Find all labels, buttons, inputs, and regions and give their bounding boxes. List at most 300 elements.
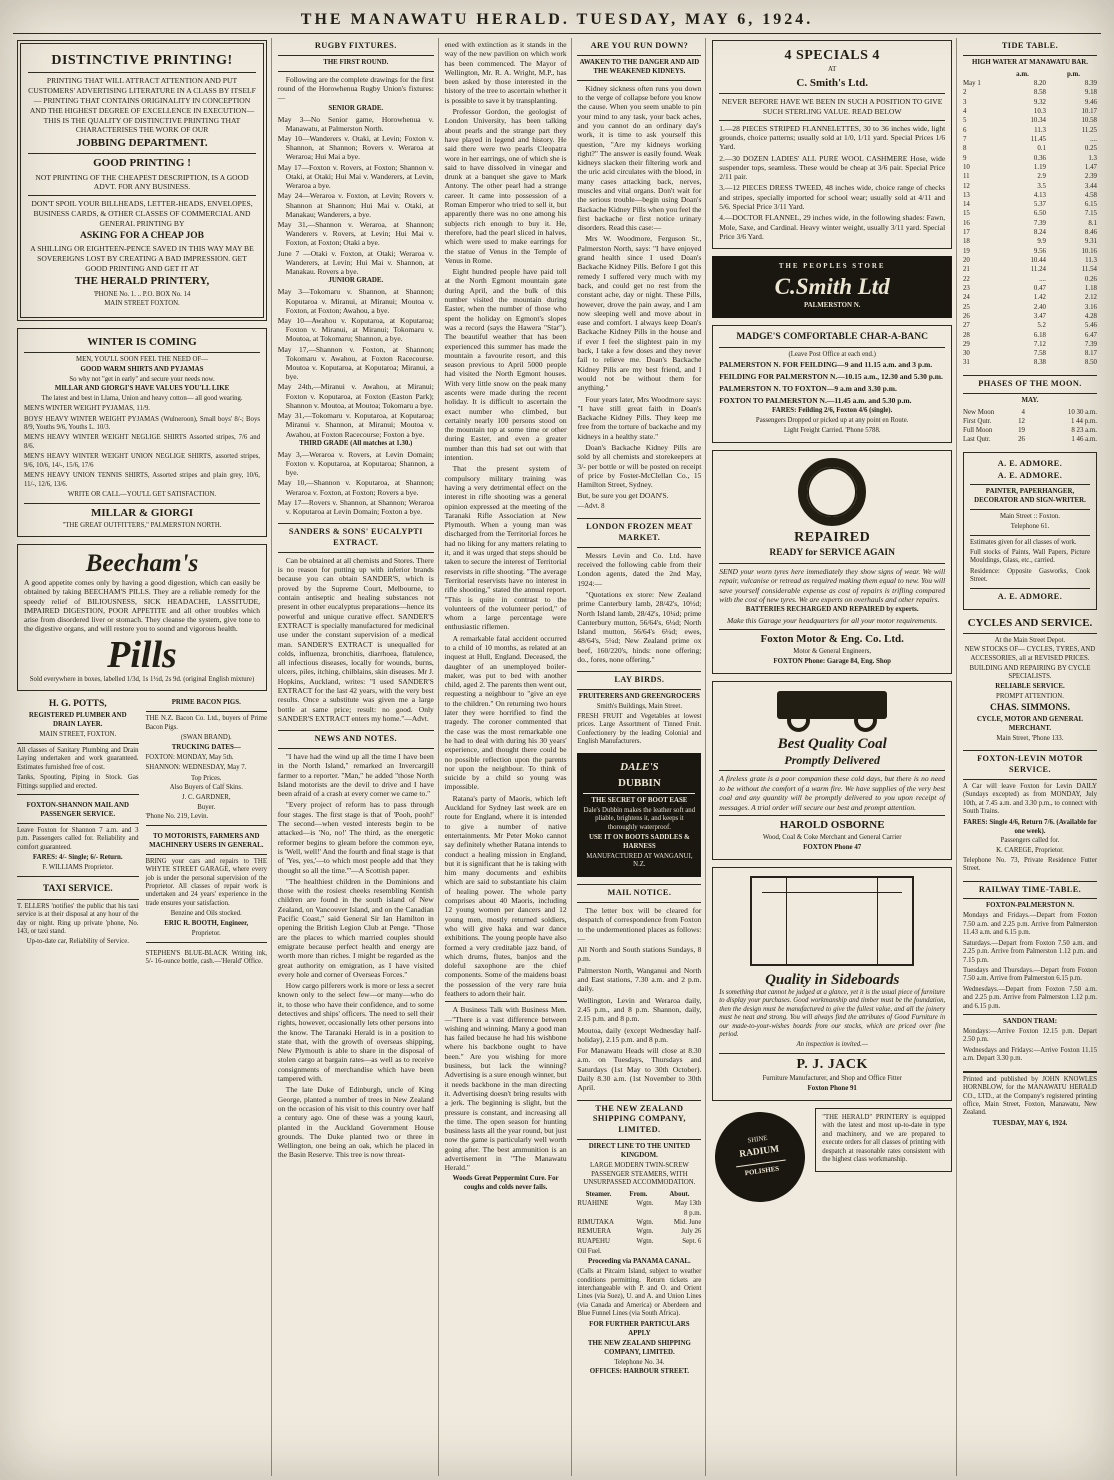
text-line: SENIOR GRADE. bbox=[328, 104, 384, 112]
text-line: REGISTERED PLUMBER AND DRAIN LAYER. bbox=[28, 712, 127, 729]
table-cell: 1.3 bbox=[1088, 154, 1097, 162]
divider bbox=[577, 547, 701, 548]
text-line: FOXTON-SHANNON MAIL AND PASSENGER SERVICE. bbox=[26, 801, 129, 818]
text-line: PAINTER, PAPERHANGER, DECORATOR AND SIGN-WRITER. bbox=[974, 488, 1086, 505]
text-line: A SHILLING OR EIGHTEEN-PENCE SAVED IN THIS WAY MAY BE SOVEREIGNS LOST BY CREATING A BAD IMPRESSION. GET GOOD PRINTING AND GET IT AT bbox=[30, 243, 254, 273]
moon-phases bbox=[963, 375, 1097, 445]
divider bbox=[278, 552, 434, 553]
table-cell: 8.46 bbox=[1084, 229, 1097, 237]
divider bbox=[963, 779, 1097, 780]
divider bbox=[28, 195, 256, 196]
text-line: Proprietor. bbox=[191, 929, 221, 937]
divider bbox=[577, 671, 701, 672]
sideboard-icon bbox=[750, 876, 914, 966]
divider bbox=[719, 93, 945, 94]
text-line: THIRD GRADE (All matches at 1.30.) bbox=[299, 439, 413, 447]
divider bbox=[577, 1100, 701, 1101]
text-line: (SWAN BRAND). bbox=[180, 734, 232, 742]
text-line: Motor & General Engineers, bbox=[793, 648, 872, 656]
table-cell: 6 bbox=[962, 126, 967, 134]
table-cell: .... bbox=[1039, 275, 1046, 283]
text-line: Foxton Phone 91 bbox=[807, 1084, 857, 1092]
text-line: Telephone No. 34. bbox=[614, 1358, 665, 1366]
text-line: Tanks, Spouting, Piping in Stock. Gas Fittings supplied and erected. bbox=[17, 774, 139, 790]
text-line: FARES: 4/- Single; 6/- Return. bbox=[32, 854, 123, 862]
text-line: May 17—Foxton v. Rovers, at Foxton; Shannon v. Otaki, at Otaki; Hui Mai v. Wanderers, at Levin, Weraroa a bye. bbox=[277, 162, 434, 191]
text-line: AT bbox=[828, 66, 837, 74]
table-cell: 10.44 bbox=[1030, 257, 1046, 264]
divider bbox=[24, 503, 260, 504]
divider bbox=[970, 588, 1090, 589]
text-line: May 17—Rovers v. Shannon, at Shannon; Weraroa v. Koputaroa at Levin Domain; Foxton a bye. bbox=[277, 497, 434, 517]
column-1 bbox=[13, 38, 272, 1476]
table-cell: 11.3 bbox=[1034, 126, 1046, 134]
text-line: An inspection is invited.— bbox=[796, 1041, 868, 1049]
column-header: p.m. bbox=[1066, 70, 1080, 78]
table-cell: New Moon bbox=[962, 408, 995, 416]
divider bbox=[577, 80, 701, 81]
text-line: The letter box will be cleared for despatch of correspondence from Foxton to the undermentioned places as follows:— bbox=[577, 905, 702, 943]
table-cell: 5 bbox=[962, 117, 967, 125]
winter-is-coming-ad bbox=[17, 328, 267, 538]
text-line: THE N.Z. Bacon Co. Ltd., buyers of Prime Bacon Pigs. bbox=[145, 715, 267, 731]
table-cell: 0.47 bbox=[1033, 284, 1046, 292]
table-cell: 7.39 bbox=[1033, 219, 1046, 227]
foxton-levin-motor-service-ad bbox=[963, 750, 1097, 873]
table-cell: 3 bbox=[962, 98, 967, 106]
column-header bbox=[963, 70, 995, 79]
text-line: A good appetite comes only by having a good digestion, which can easily be obtained by taking BEECHAM'S PILLS. They are a reliable remedy for the speedy relief of BILIOUSNESS, SICK HEADACHE, LASSITUDE, IMPAIRED DIGESTION, POOR APPETITE and all other troubles which arise from disordered liver or stomach. They cleanse the system, give tone to the digestive organs, and will restore you to sound and vigorous health. bbox=[24, 577, 260, 634]
text-line: A. E. ADMORE. bbox=[997, 470, 1063, 480]
table-cell: First Qutr. bbox=[962, 417, 992, 425]
divider bbox=[583, 793, 695, 794]
text-line: Is something that cannot be judged at a glance, yet it is the usual piece of furniture to display your purchases. Good workmanship and timber must be the foundation, then the design must be manufactured to give the fullest value, and all the joinery must be neat and strong. You will always find the attributes of Good Furniture in our made-to-your-wishes boards from our stocks, which are priced over fine period. bbox=[719, 988, 946, 1039]
table-cell: 7 bbox=[962, 135, 967, 143]
text-line: Messrs Levin and Co. Ltd. have received the following cable from their London agents, dated the 2nd May, 1924:— bbox=[577, 550, 702, 588]
text-line: LARGE MODERN TWIN-SCREW PASSENGER STEAMERS, WITH UNSURPASSED ACCOMMODATION. bbox=[583, 1161, 696, 1187]
text-line: NEW STOCKS OF— CYCLES, TYRES, AND ACCESSORIES, all at REVISED PRICES. bbox=[964, 646, 1096, 663]
text-line: A fireless grate is a poor companion these cold days, but there is no need to be without the comfort of a warm fire. We have supplies of the very best coal and any quantity will be promptly delivered to you upon receipt of messages. A trial order will secure our best and prompt attention. bbox=[719, 774, 946, 812]
text-line: H. G. POTTS, bbox=[48, 699, 107, 710]
text-line: A. E. ADMORE. bbox=[997, 591, 1063, 601]
table-cell: 11 bbox=[962, 173, 970, 181]
tyre-repair-ad bbox=[712, 450, 952, 674]
text-line: USE IT ON BOOTS SADDLES & HARNESS bbox=[589, 833, 690, 850]
text-line: Telephone No. 73, Private Residence Futter Street. bbox=[962, 856, 1097, 873]
divider bbox=[963, 881, 1097, 882]
divider bbox=[719, 770, 945, 771]
text-line: Top Prices. bbox=[191, 774, 222, 782]
table-cell: 20 bbox=[962, 257, 970, 264]
text-line: GOOD PRINTING ! bbox=[93, 157, 191, 170]
table-cell: 22 bbox=[962, 275, 970, 283]
text-line: Also Buyers of Calf Skins. bbox=[169, 784, 243, 792]
text-line: SHANNON: WEDNESDAY, May 7. bbox=[145, 764, 247, 772]
tide-table bbox=[963, 41, 1097, 368]
table-cell: 15 bbox=[962, 210, 970, 218]
divider bbox=[963, 898, 1097, 899]
herald-printery-notice bbox=[815, 1108, 952, 1173]
text-line: (Calls at Pitcairn Island, subject to weather conditions permitting. Return tickets are interchangeable with P. and O. and Orient Lines (via Suez), U. and A. and Union Lines (via Canada and America) or Aberdeen and Blue Funnel Lines (via South Africa). bbox=[577, 1268, 702, 1318]
text-line: May 31,—Tokomaru v. Koputaroa, at Koputaroa; Miranui v. Shannon, at Miranui; Moutoa v. Awahou, at Foxton Racecourse; Foxton a bye. bbox=[277, 411, 434, 439]
table-cell: 8 p.m. bbox=[683, 1209, 702, 1217]
text-line: May 3,—Weraroa v. Rovers, at Levin Domain; Foxton v. Koputaroa, at Koputaroa; Shannon, a bye. bbox=[277, 449, 434, 478]
text-line: Professor Gordon, the geologist of London University, has been talking about pearls and the strange part they have played in legend and history. He said there were two pearls Cleopatra wore in her earrings, one of which she is said to have dissolved in vinegar and drunk at a banquet she gave to Mark Antony. The other pearl had a strange career. It came into possession of a Roman Emperor who tried to sell it, but apparently there was no one among his subjects rich enough to buy it. He, therefore, had the pearl sliced in halves, which were used to make earrings for the statue of Venus in the Temple of Venus in Rome. bbox=[444, 107, 567, 265]
text-line: The latest and best in Llama, Union and heavy cotton— all good wearing. bbox=[41, 395, 243, 403]
text-line: CHAS. SIMMONS. bbox=[990, 702, 1070, 713]
divider bbox=[17, 794, 139, 795]
article-title: SANDERS & SONS' EUCALYPTI EXTRACT. bbox=[288, 527, 423, 548]
table-cell: May 13th bbox=[674, 1200, 702, 1208]
text-line: AWAKEN TO THE DANGER AND AID THE WEAKENED KIDNEYS. bbox=[579, 58, 700, 75]
table-cell: 4 bbox=[1021, 408, 1025, 416]
divider bbox=[278, 55, 434, 56]
text-line: FOXTON TO PALMERSTON N.—11.45 a.m. and 5.30 p.m. bbox=[719, 395, 912, 405]
table-cell: 9.9 bbox=[1037, 238, 1046, 246]
text-line: Leave Foxton for Shannon 7 a.m. and 3 p.m. Passengers called for. Reliability and comfort guaranteed. bbox=[17, 826, 139, 851]
to-motorists-ad bbox=[146, 833, 268, 943]
text-line: —Advt. 8 bbox=[577, 502, 605, 510]
text-line: May 3—Tokomaru v. Shannon, at Shannon; Koputaroa v. Miranui, at Miranui; Moutoa v. Foxton, at Foxton; Awahou, a bye. bbox=[277, 287, 434, 315]
text-line: Benzine and Oils stocked. bbox=[170, 910, 242, 918]
text-line: Doan's Backache Kidney Pills are sold by all chemists and storekeepers at 3/- per bottle or will be posted on receipt of price by Foster-McClellan Co., 15 Hamilton Street, Sydney. bbox=[577, 443, 702, 490]
text-line: MILLAR AND GIORGI'S HAVE VALUES YOU'LL LIKE bbox=[54, 385, 230, 393]
text-line: A Business Talk with Business Men.—"There is a vast difference between wishing and winning. Many a good man has failed because he had his wishbone where his backbone ought to have been." Are you wishing for more business, but lack the winning? Advertising is a sure enough winner, but it needs backbone in the man directing it. Advertising doesn't bring results with a jerk. The beginning is slight, but the pressure is constant, and increasing all the time. The open season for hunting business lasts all the year round, but just now the game is particularly well worth going after. The best ammunition is an advertisement in "The Manawatu Herald." bbox=[444, 1005, 567, 1173]
table-cell: 10 bbox=[962, 163, 970, 171]
table-cell: 10.3 bbox=[1033, 108, 1046, 115]
table-cell: 8.24 bbox=[1033, 229, 1046, 237]
text-line: THE SECRET OF BOOT EASE bbox=[591, 796, 688, 804]
text-line: FOXTON: MONDAY, May 5th. bbox=[145, 753, 234, 761]
divider bbox=[719, 629, 945, 630]
ad-headline: WINTER IS COMING bbox=[87, 335, 197, 348]
divider bbox=[28, 72, 256, 73]
text-line: FOXTON Phone: Garage 84, Eng. Shop bbox=[773, 658, 891, 665]
table-cell: 10 30 a.m. bbox=[1067, 408, 1097, 416]
text-line: FOR FURTHER PARTICULARS APPLY bbox=[589, 1320, 690, 1337]
article-title: TIDE TABLE. bbox=[1001, 41, 1059, 50]
table-cell: 4 bbox=[962, 108, 967, 115]
table-cell: 3.44 bbox=[1084, 182, 1097, 190]
table-cell: 23 bbox=[962, 284, 970, 292]
table-cell: 10.17 bbox=[1081, 108, 1097, 115]
text-line: NOT PRINTING OF THE CHEAPEST DESCRIPTION, IS A GOOD ADVT. FOR ANY BUSINESS. bbox=[35, 172, 249, 192]
text-line: "Quotations ex store: New Zealand prime Canterbury lamb, 28/42's, 10½d; North Island lamb, 28/42's, 10¼d; prime Canterbury mutton, 56/64's, 6¼d; North Island mutton, 56/64's 6¼d; ewes, 48/64's, 5¼d; New Zealand prime ox beef, 160/220's, hinds: none offering; do., fores, none offering." bbox=[577, 589, 702, 665]
shine-label: SHINE bbox=[747, 1134, 769, 1145]
ad-headline: LAY BIRDS. bbox=[614, 675, 665, 685]
table-cell: 12 bbox=[1018, 417, 1025, 425]
table-cell: 29 bbox=[962, 340, 970, 348]
table-cell: 21 bbox=[962, 266, 970, 274]
text-line: DON'T SPOIL YOUR BILLHEADS, LETTER-HEADS, ENVELOPES, BUSINESS CARDS, & OTHER CLASSES OF COMMERCIAL AND GENERAL PRINTING BY bbox=[31, 199, 253, 229]
divider bbox=[278, 748, 434, 749]
column-header: From. bbox=[629, 1190, 648, 1198]
divider bbox=[963, 633, 1097, 634]
radium-polishes-ad bbox=[709, 1106, 811, 1208]
text-line: FRESH FRUIT and Vegetables at lowest prices. Large Assortment of Tinned Fruit. Confectionery by the leading Colonial and English Manufacturers. bbox=[577, 712, 702, 746]
table-cell: 19 bbox=[962, 247, 970, 255]
text-line: Smith's Buildings, Main Street. bbox=[596, 703, 683, 711]
divider bbox=[970, 535, 1090, 536]
h-g-potts-ad bbox=[17, 699, 139, 795]
text-line: "Every project of reform has to pass through four stages. The first stage is that of 'Pooh, pooh!' The second—when vested interests begin to be attacked—is 'No, no!' The third, as the energetic reformer begins to gleam before the common eye, is 'Well, well!' And the fourth and final stage is that of 'Yes, yes,'—to which most people add that 'they thought so all the time.'"—A Scottish paper. bbox=[277, 800, 434, 875]
divider bbox=[719, 815, 945, 816]
split-columns bbox=[712, 1108, 952, 1206]
table-cell: 11.25 bbox=[1081, 126, 1097, 134]
table-cell: 18 bbox=[962, 238, 970, 246]
text-line: 3.—12 PIECES DRESS TWEED, 48 inches wide, choice range of checks and stripes, specially imported for school wear; usually sold at 4/11 and 5/6. Special Price 3/11 Yard. bbox=[719, 183, 946, 212]
are-you-run-down-article bbox=[577, 41, 701, 511]
article-title: ARE YOU RUN DOWN? bbox=[590, 41, 689, 50]
table-cell: 9 bbox=[962, 154, 967, 162]
text-line: STEPHEN'S BLUE-BLACK Writing ink, 5/- 16-ounce bottle, cash.—'Herald' Office. bbox=[145, 949, 267, 966]
divider bbox=[719, 1053, 945, 1054]
table-cell: 16 bbox=[962, 219, 970, 227]
text-line: May 24th,—Miranui v. Awahou, at Miranui; Foxton v. Koputaroa, at Foxton (Easton Park); Shannon v. Moutoa, at Moutoa; Tokomaru a bye. bbox=[277, 382, 434, 410]
text-line: ASKING FOR A CHEAP JOB bbox=[79, 230, 205, 241]
text-line: How cargo pilferers work is more or less a secret known only to the select few—or many—who do it, to those who have their confidence, and to some detectives and ships' officers. The need to sell their rights, however, occasionally lets other persons into the know. The Taranaki Herald is in a position to state that, with the growth of overseas shipping, New Plymouth is able to share in the disposal of stolen cargo at bargain rates—as well as to receive consignments of merchandise which have been tampered with. bbox=[277, 981, 434, 1084]
table-cell: 25 bbox=[962, 303, 970, 311]
text-line: Eight hundred people have paid toll at the North Egmont mountain gate during April, and the bulk of this number visited the mountain during Easter, when the number of those who spent the holiday on Egmont's slopes was a record (says the Hawera "Star"). The beautiful weather that has been experienced this summer has made the mountain a favourite resort, and this season previous to April 5000 people had visited the North Egmont houses. With very little snow on the peak many ascents were made during the recent holiday. It is difficult to ascertain the exact number who climbed, but certainly nearly 100 persons stood on the mountain top at some time or other during Easter, and even a greater number than this had set out with that intention. bbox=[444, 267, 567, 463]
text-line: BOYS' HEAVY WINTER WEIGHT PYJAMAS (Wulneroon), Small boys' 8/-; Boys 8/9, Youths 9/6, Youths L. 10/3. bbox=[24, 415, 260, 431]
divider bbox=[577, 689, 701, 690]
text-line: 1.—28 PIECES STRIPED FLANNELETTES, 30 to 36 inches wide, light grounds, choice patterns; usually sold at 1/0, 1/11 yard. Special Prices 1/6 Yard. bbox=[719, 123, 946, 152]
table-cell: 8.50 bbox=[1084, 359, 1097, 367]
table-cell: RIMUTAKA bbox=[577, 1218, 614, 1226]
table-cell: 8.20 bbox=[1033, 80, 1046, 88]
table-cell: 9.18 bbox=[1084, 89, 1097, 97]
bottom-left-split bbox=[17, 698, 267, 973]
divider bbox=[146, 825, 268, 826]
divider bbox=[278, 730, 434, 731]
left-half bbox=[712, 1108, 808, 1206]
pills-logo: Pills bbox=[107, 633, 177, 676]
text-line: The late Duke of Edinburgh, uncle of King George, planted a number of trees in New Zealand on the occasion of his visit to this country over half a century ago. One of these was a young kauri, planted in the Auckland Government House grounds. The Duke planted two or three in Wellington, one being an oak, which he placed in the Basin Reserve. This tree is now threat- bbox=[277, 1085, 434, 1160]
column-3 bbox=[441, 38, 572, 1476]
table-cell: 1 44 p.m. bbox=[1070, 417, 1097, 425]
table-cell: 2.39 bbox=[1084, 173, 1097, 181]
text-line: FEILDING FOR PALMERSTON N.—10.15 a.m., 12.30 and 5.30 p.m. bbox=[719, 372, 943, 382]
table-cell: 1.18 bbox=[1084, 284, 1097, 292]
table-cell: July 26 bbox=[681, 1228, 702, 1236]
table-cell: 6.18 bbox=[1033, 331, 1046, 339]
article-title: MAIL NOTICE. bbox=[607, 888, 672, 898]
text-line: May 24—Weraroa v. Foxton, at Levin; Rovers v. Shannon at Shannon; Hui Mai v. Otaki, at Manakau; Wanderers, a bye. bbox=[277, 191, 434, 219]
text-line: TRUCKING DATES— bbox=[171, 743, 241, 751]
text-line: TAXI SERVICE. bbox=[42, 883, 113, 894]
cart-icon bbox=[777, 691, 887, 719]
text-line: Residence: Opposite Gasworks, Cook Street. bbox=[969, 567, 1090, 584]
table-cell: Wgtn. bbox=[636, 1228, 654, 1236]
text-line: BRING your cars and repairs to THE WHYTE STREET GARAGE, where every job is under the personal supervision of the Proprietor. All classes of repair work is undertaken and 24 years' experience in the trade ensures your satisfaction. bbox=[145, 857, 267, 907]
divider bbox=[278, 71, 434, 72]
table-cell: Last Qutr. bbox=[962, 436, 991, 444]
text-line: (Leave Post Office at each end.) bbox=[788, 350, 876, 358]
ad-headline: A. E. ADMORE. bbox=[997, 458, 1063, 468]
table-cell: 8 bbox=[962, 145, 967, 153]
table-cell: 1 46 a.m. bbox=[1071, 436, 1097, 444]
table-cell: 7.58 bbox=[1033, 350, 1046, 358]
text-line: C. Smith's Ltd. bbox=[796, 76, 868, 89]
text-line: Mrs W. Woodmore, Ferguson St., Palmerston North, says: "I have enjoyed grand health since I used Doan's Backache Kidney Pills. Before I got this remedy I suffered very much with my back, and could get no rest from the constant ache, day or night. These Pills, however, drove the pain away, and I am now sleeping well and move about in ease and comfort. I always keep Doan's Backache Kidney Pills in the house and if ever I feel the slightest pain in my back, I take a few doses and they never fail to relieve me. Doan's Backache Kidney Pills are my best friend, and I would not be without them for anything." bbox=[577, 234, 702, 393]
table-cell: 1.47 bbox=[1084, 163, 1097, 171]
column-2 bbox=[274, 38, 439, 1476]
table-cell: 9.32 bbox=[1033, 98, 1046, 106]
table-cell: 31 bbox=[962, 359, 970, 367]
divider bbox=[719, 120, 945, 121]
text-line: All North and South stations Sundays, 8 p.m. bbox=[577, 945, 702, 964]
mail-notice-article bbox=[577, 884, 701, 1092]
table-cell: 2.12 bbox=[1084, 294, 1097, 302]
table-cell: 2.9 bbox=[1037, 173, 1046, 181]
foxton-shannon-mail-service-ad bbox=[17, 802, 139, 877]
text-line: Passengers called for. bbox=[1000, 837, 1060, 845]
text-line: "The healthiest children in the Dominions and those with the rosiest cheeks resembling Kentish children are found in the south island of New Zealand, on Vancouver Island, and on the Canadian Pacific Coast," said General Sir Ian Hamilton in opening the British Legion Club at Penge. "Those are the places to which married couples should emigrate because perfect health and energy are worth more than riches. I might be regarded as the great authority on emigration, as I have visited every hole and corner of Overseas Forces." bbox=[277, 876, 434, 979]
table-cell: 4.13 bbox=[1033, 191, 1046, 199]
text-line: Tuesdays and Thursdays.—Depart from Foxton 7.50 a.m. Arrive from Palmerston 6.15 p.m. bbox=[962, 966, 1097, 983]
text-line: MEN'S WINTER WEIGHT PYJAMAS, 11/9. bbox=[24, 405, 150, 413]
divider bbox=[17, 743, 139, 744]
table-cell: 11.45 bbox=[1030, 135, 1046, 143]
text-line: MEN, YOU'LL SOON FEEL THE NEED OF— bbox=[76, 356, 208, 364]
text-line: Foxton Motor & Eng. Co. Ltd. bbox=[760, 633, 904, 646]
text-line: MAY. bbox=[1021, 396, 1039, 404]
c-smith-logo: C.Smith Ltd bbox=[774, 274, 890, 300]
table-cell: 28 bbox=[962, 331, 970, 339]
text-line: PALMERSTON N. bbox=[803, 301, 861, 309]
column-6 bbox=[959, 38, 1101, 1476]
text-line: THE HERALD PRINTERY, bbox=[74, 275, 210, 288]
ad-headline: REPAIRED bbox=[794, 529, 871, 545]
divider bbox=[577, 55, 701, 56]
text-line: Oil Fuel. bbox=[577, 1247, 602, 1255]
divider bbox=[577, 884, 701, 885]
coal-ad bbox=[712, 681, 952, 860]
text-line: 2.—30 DOZEN LADIES' ALL PURE WOOL CASHMERE Hose, wide suspender tops, seamless. These would be cheap at 3/6 pair. Special Price 2/11 pair. bbox=[719, 153, 946, 182]
ad-headline: THE NEW ZEALAND SHIPPING COMPANY, LIMITED. bbox=[592, 1103, 686, 1135]
table-cell: 10.34 bbox=[1030, 117, 1046, 125]
text-line: PALMERSTON N. TO FOXTON—9 a.m and 3.30 p.m. bbox=[719, 383, 897, 393]
column-header: Steamer. bbox=[585, 1190, 612, 1198]
table-cell: 6.47 bbox=[1084, 331, 1097, 339]
divider bbox=[17, 823, 139, 824]
table-cell: 4.58 bbox=[1084, 191, 1097, 199]
text-line: NEVER BEFORE HAVE WE BEEN IN SUCH A POSITION TO GIVE SUCH STERLING VALUE. READ BELOW bbox=[721, 96, 943, 116]
text-line: K. CAREGE, Proprietor. bbox=[996, 847, 1064, 855]
table-cell: 9.56 bbox=[1033, 247, 1046, 255]
brand-name: RADIUM bbox=[738, 1144, 781, 1160]
ad-headline: FOXTON-LEVIN MOTOR SERVICE. bbox=[977, 754, 1083, 775]
table-cell: 1.19 bbox=[1033, 163, 1046, 171]
divider bbox=[577, 902, 701, 903]
table-cell: 10.58 bbox=[1081, 117, 1097, 125]
table-cell: 11.54 bbox=[1081, 266, 1097, 274]
text-line: May 3—No Senior game, Horowhenua v. Manawatu, at Palmerston North. bbox=[277, 114, 434, 133]
table-cell: .... bbox=[1090, 135, 1097, 143]
text-line: PROMPT ATTENTION. bbox=[996, 693, 1064, 701]
text-line: Sold everywhere in boxes, labelled 1/3d, 1s 1½d, 2s 9d. (original English mixture) bbox=[29, 675, 255, 683]
rugby-fixtures-article bbox=[278, 41, 434, 516]
ad-headline: Quality in Sideboards bbox=[765, 971, 900, 988]
ad-headline: CYCLES AND SERVICE. bbox=[967, 616, 1093, 629]
table-cell bbox=[623, 1209, 653, 1218]
text-line: DUBBIN bbox=[617, 776, 661, 789]
table-cell: 17 bbox=[962, 229, 970, 237]
divider bbox=[719, 563, 945, 564]
table-cell: 14 bbox=[962, 201, 970, 209]
text-line: BATTERIES RECHARGED AND REPAIRED by experts. bbox=[745, 606, 919, 614]
divider bbox=[963, 393, 1097, 394]
text-line: So why not "get in early" and secure your needs now. bbox=[69, 375, 215, 383]
table-cell: 7.12 bbox=[1033, 340, 1046, 348]
column-5 bbox=[708, 38, 957, 1476]
text-line: Moutoa, daily (except Wednesday half-holiday), 2.15 p.m. and 8 p.m. bbox=[577, 1025, 702, 1044]
text-line: FARES: Feilding 2/6, Foxton 4/6 (single). bbox=[772, 407, 893, 415]
text-line: May 17,—Shannon v. Foxton, at Shannon; Tokomaru v. Awahou, at Foxton Racecourse. Moutoa v. Koputaroa, at Koputaroa; Miranui, a bye. bbox=[277, 344, 434, 382]
column-header: a.m. bbox=[1016, 70, 1029, 78]
table-cell: 8.38 bbox=[1033, 359, 1046, 367]
divider bbox=[17, 876, 139, 877]
text-line: 4.—DOCTOR FLANNEL, 29 inches wide, in the following shades: Fawn, Mole, Saxe, and Cardinal. Heavy winter weight, usually 3/11 yard. Special Price 3/6 Yard. bbox=[719, 213, 946, 241]
text-line: Main Street, 'Phone 133. bbox=[996, 734, 1064, 742]
table-cell: 0.26 bbox=[1084, 275, 1097, 283]
beechams-logo: Beecham's bbox=[85, 550, 199, 578]
table-cell: 19 bbox=[1018, 427, 1025, 435]
table-cell: 8.1 bbox=[1088, 219, 1097, 227]
table-cell: 5.37 bbox=[1033, 201, 1046, 209]
table-cell: 9.31 bbox=[1084, 238, 1097, 246]
right-half bbox=[146, 698, 268, 973]
masthead: THE MANAWATU HERALD. TUESDAY, MAY 6, 1924. bbox=[13, 8, 1101, 34]
divider bbox=[970, 484, 1090, 485]
text-line: June 7 —Otaki v. Foxton, at Otaki; Weraroa v. Wanderers, at Levin; Hui Mai v. Shannon, at Manakau. Rovers a bye. bbox=[277, 248, 434, 277]
table-cell: 1.42 bbox=[1033, 294, 1046, 302]
text-line: SEND your worn tyres here immediately they show signs of wear. We will repair, vulcanise or retread as required making them equal to new. You will save yourself considerable expense as cost of repairs is trifling compared with the cost of new tyres. We are experts on overhauls and other repairs. bbox=[719, 566, 946, 604]
text-line: ERIC R. BOOTH, Engineer, bbox=[164, 919, 249, 927]
text-line: MANUFACTURED AT WANGANUI, N.Z. bbox=[586, 852, 693, 869]
text-line: PRIME BACON PIGS. bbox=[171, 699, 241, 707]
brand-name: DALE'S bbox=[620, 761, 659, 774]
text-line: Make this Garage your headquarters for all your motor requirements. bbox=[727, 616, 938, 626]
text-line: Wednesdays and Fridays:—Arrive Foxton 11.15 a.m. Depart 3.30 p.m. bbox=[962, 1046, 1097, 1063]
table-cell: 3.16 bbox=[1084, 303, 1097, 311]
table-cell: 2 bbox=[962, 89, 967, 97]
lay-birds-ad bbox=[577, 671, 701, 746]
text-line: Kidney sickness often runs you down to the verge of collapse before you know the cause. When you seem unable to pin your mind to any task, your back aches, and you cannot do an ordinary day's work, it is time to ask yourself this question, "Are my kidneys working right?" The answer is easily found. Weak kidneys slacken their filtering work and the uric acid circulates with the blood, in many cases attacking back, nerves, muscles and vital organs. Don't wait for the serious trouble—begin using Doan's Backache Kidney Pills when you feel the first backache or first notice urinary disorders. Read this case:— bbox=[577, 83, 702, 233]
table-cell: 26 bbox=[962, 312, 970, 320]
table-cell: Wgtn. bbox=[636, 1200, 654, 1208]
prime-bacon-pigs-ad bbox=[146, 699, 268, 825]
text-line: FOXTON-PALMERSTON N. bbox=[985, 902, 1075, 910]
text-line: Passengers Dropped or picked up at any point en Route. bbox=[755, 417, 909, 425]
text-line: Furniture Manufacturer, and Shop and Office Fitter bbox=[762, 1075, 902, 1083]
text-line: Following are the complete drawings for the first round of the Horowhenua Rugby Union's fixtures:— bbox=[277, 74, 434, 103]
divider bbox=[963, 1071, 1097, 1073]
article-title: PHASES OF THE MOON. bbox=[978, 378, 1082, 388]
table-cell: 0.36 bbox=[1033, 154, 1046, 162]
divider bbox=[970, 509, 1090, 510]
column-header: About. bbox=[669, 1190, 690, 1198]
text-line: Wednesdays.—Depart from Foxton 7.50 a.m. and 2.25 p.m. Arrive from Palmerston 1.12 p.m. and 6.15 p.m. bbox=[962, 985, 1097, 1010]
text-line: BUILDING AND REPAIRING BY CYCLE SPECIALISTS. bbox=[969, 664, 1091, 681]
text-line: Promptly Delivered bbox=[784, 752, 880, 767]
table-cell: 0.25 bbox=[1084, 145, 1097, 153]
divider bbox=[278, 523, 434, 524]
nz-shipping-ad-table bbox=[577, 1190, 701, 1246]
text-line: J. C. GARDNER, bbox=[181, 794, 231, 802]
tide-table-table bbox=[963, 70, 1097, 368]
divider bbox=[963, 375, 1097, 376]
